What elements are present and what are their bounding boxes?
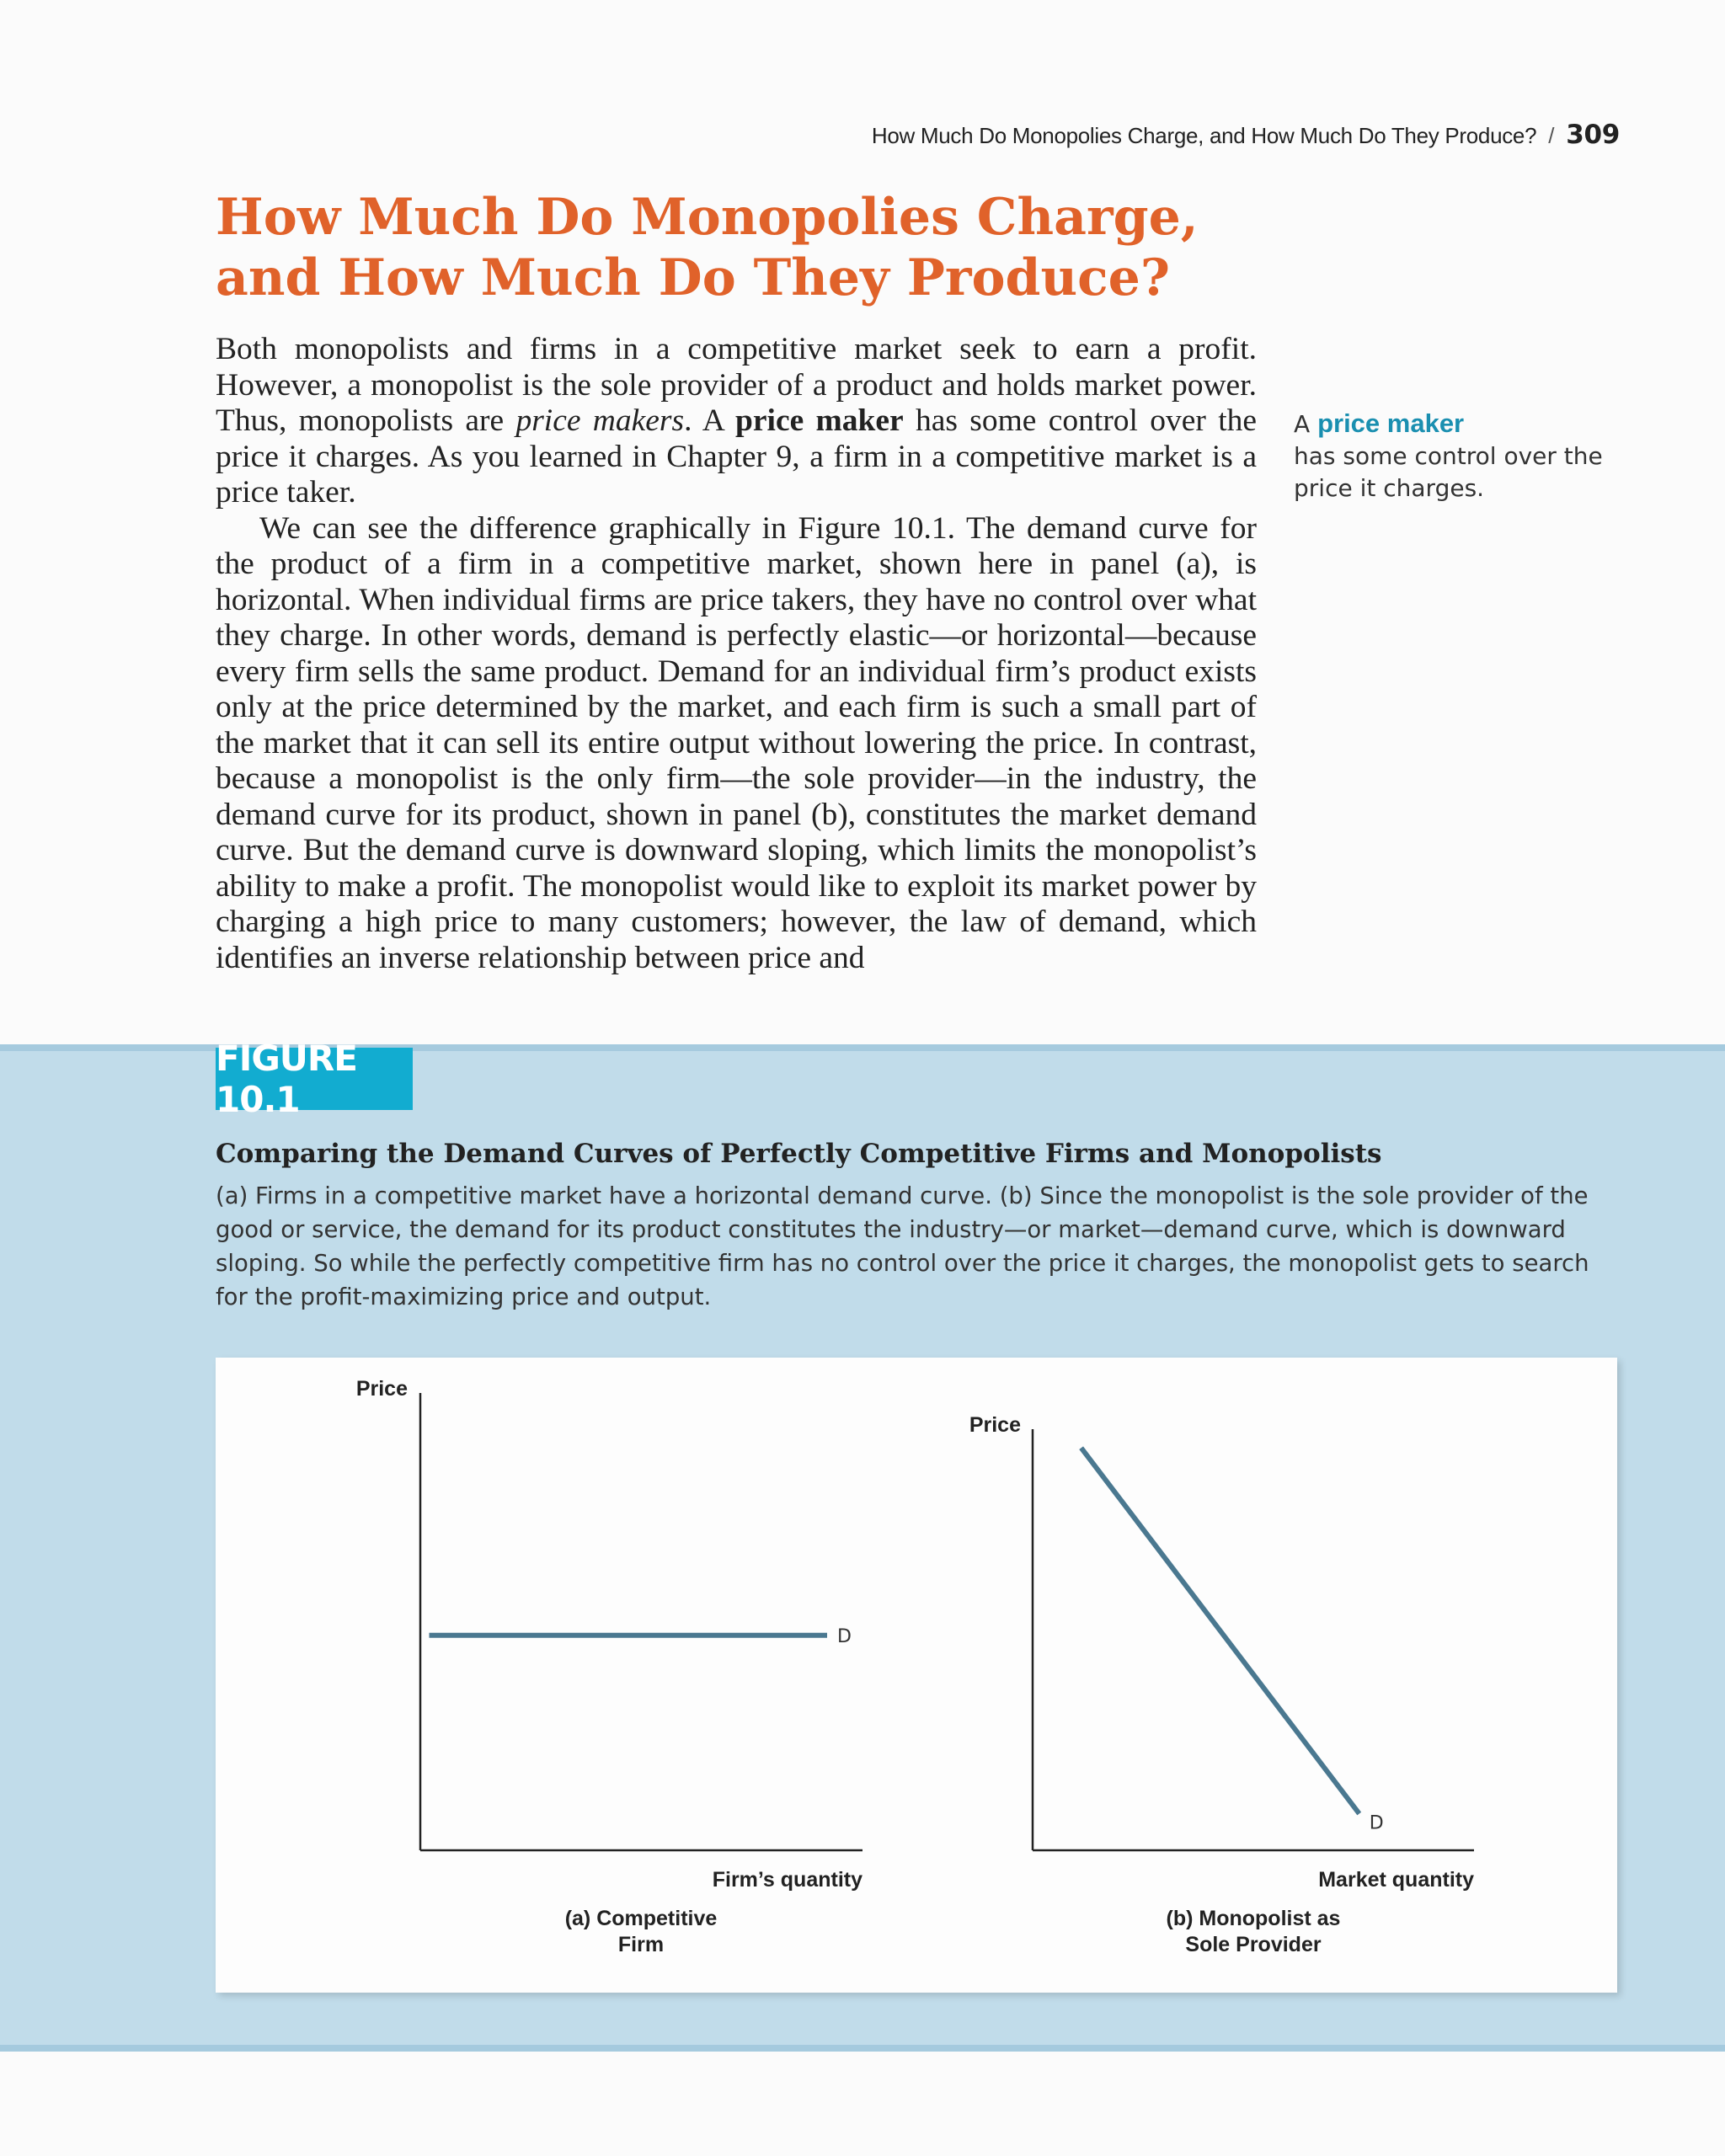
running-head-separator: / <box>1548 123 1555 148</box>
figure-label: FIGURE 10.1 <box>216 1048 413 1110</box>
panel-b-demand-label: D <box>1369 1812 1384 1834</box>
panel-a-x-label: Firm’s quantity <box>712 1868 862 1892</box>
paragraph-1-text-b: . A <box>684 403 736 438</box>
section-title-line2: and How Much Do They Produce? <box>216 248 1170 307</box>
paragraph-1 <box>216 332 1257 511</box>
page-number: 309 <box>1566 120 1620 150</box>
section-title-line1: How Much Do Monopolies Charge, <box>216 188 1199 247</box>
figure-title: Comparing the Demand Curves of Perfectly Competitive Firms and Monopolists <box>216 1139 1382 1169</box>
panel-b-demand-curve <box>1081 1448 1359 1813</box>
figure-caption: (a) Firms in a competitive market have a horizontal demand curve. (b) Since the monopolist is the sole provider of the good or service, the demand for its product constitutes the industry—or market—demand curve, which is downward sloping. So while the perfectly competitive firm has no control over the price it charges, the monopolist gets to search for the profit-maximizing price and output. <box>216 1182 1589 1310</box>
term-price-makers: price makers <box>515 403 685 438</box>
margin-definition-text: has some control over the price it charges. <box>1294 442 1603 502</box>
panel-a-chart <box>356 1377 862 1956</box>
demand-curves-svg <box>216 1358 1617 1993</box>
panel-a-y-label: Price <box>355 1377 408 1401</box>
body-text <box>216 332 1257 976</box>
paragraph-1-text-c: has some control over the price it charges. As you learned in Chapter 9, a firm in a competitive market is a price taker. <box>216 403 1258 510</box>
running-head <box>872 120 1620 150</box>
panel-a-demand-label: D <box>837 1625 852 1647</box>
figure-panel <box>216 1358 1617 1993</box>
paragraph-2: We can see the difference graphically in Figure 10.1. The demand curve for the product of a firm in a competitive market, shown here in panel (a), is horizontal. When individual firms are price takers, they have no control over what they charge. In other words, demand is perfectly elastic—or horizontal—because every firm sells the same product. Demand for an individual firm’s product exists only at the price determined by the market, and each firm is such a small part of the market that it can sell its entire output without lowering the price. In contrast, because a monopolist is the only firm—the sole provider—in the industry, the demand curve for its product, shown in panel (b), constitutes the market demand curve. But the demand curve is downward sloping, which limits the monopolist’s ability to make a profit. The monopolist would like to exploit its market power by charging a high price to many customers; however, the law of demand, which identifies an inverse relationship between price and <box>216 510 1257 975</box>
margin-definition <box>1294 408 1614 504</box>
panel-b-y-label: Price <box>969 1413 1021 1437</box>
paragraph-1-text-a: Both monopolists and firms in a competitive market seek to earn a profit. However, a monopolist is the sole provider of a product and holds market power. Thus, monopolists are <box>216 332 1257 438</box>
margin-term: price maker <box>1317 408 1465 438</box>
panel-b-title-line1: (b) Monopolist as <box>1166 1907 1341 1930</box>
panel-b-title-line2: Sole Provider <box>1185 1933 1322 1956</box>
panel-a-title-line1: (a) Competitive <box>564 1907 718 1930</box>
section-title <box>216 187 1226 308</box>
margin-prefix: A <box>1294 410 1311 438</box>
panel-b-x-label: Market quantity <box>1318 1868 1474 1892</box>
key-term-price-maker: price maker <box>735 403 904 438</box>
panel-b-chart <box>969 1413 1474 1956</box>
panel-a-title-line2: Firm <box>617 1933 665 1956</box>
running-head-title: How Much Do Monopolies Charge, and How Much Do They Produce? <box>871 123 1537 148</box>
